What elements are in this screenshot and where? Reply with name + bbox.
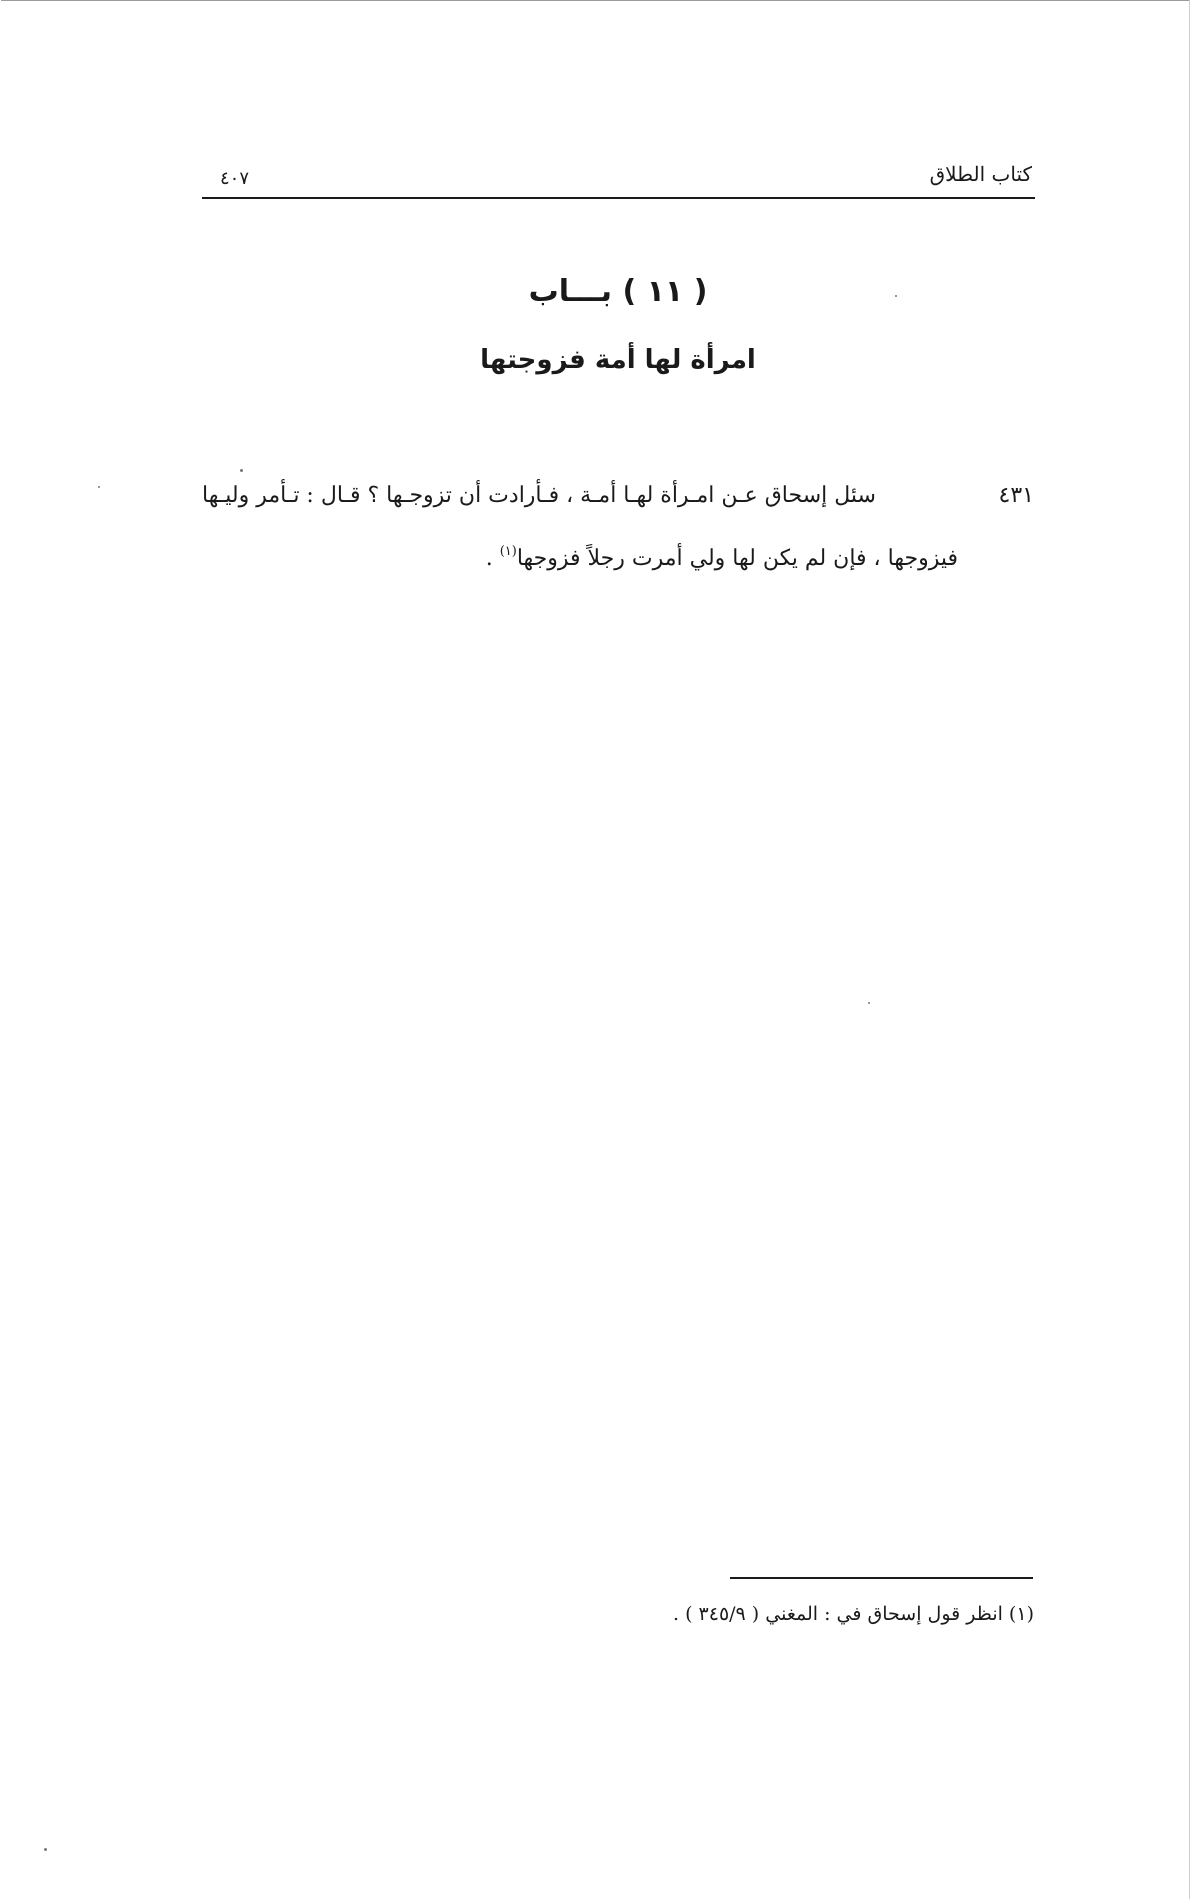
scan-speck (98, 486, 100, 488)
running-title: كتاب الطلاق (929, 162, 1032, 186)
scan-speck (895, 295, 897, 297)
page-number: ٤٠٧ (220, 168, 250, 189)
entry-text-line-1: سئل إسحاق عـن امـرأة لهـا أمـة ، فـأرادت أن تزوجـها ؟ قـال : تـأمر وليـها (202, 483, 876, 508)
footnote-separator (730, 1577, 1033, 1579)
footnote-reference[interactable]: (١) (499, 544, 517, 559)
page-top-edge (1, 0, 1190, 1)
running-header (202, 160, 1034, 194)
entry-line-2 (486, 532, 958, 579)
chapter-subtitle: امرأة لها أمة فزوجتها (480, 345, 756, 375)
chapter-heading: ( ١١ ) بـــاب (528, 274, 708, 309)
entry-text-line-2: فيزوجها ، فإن لم يكن لها ولي أمرت رجلاً فزوجها (516, 546, 958, 571)
scan-speck (868, 1002, 870, 1004)
scan-speck (240, 469, 243, 472)
scan-speck (44, 1848, 47, 1851)
header-rule (202, 197, 1035, 199)
entry-line-2-end: . (485, 546, 500, 571)
entry-line-1 (202, 476, 1034, 516)
footnote-1: (١) انظر قول إسحاق في : المغني ( ٣٤٥/٩ ) . (673, 1603, 1034, 1625)
entry-number: ٤٣١ (998, 483, 1034, 508)
